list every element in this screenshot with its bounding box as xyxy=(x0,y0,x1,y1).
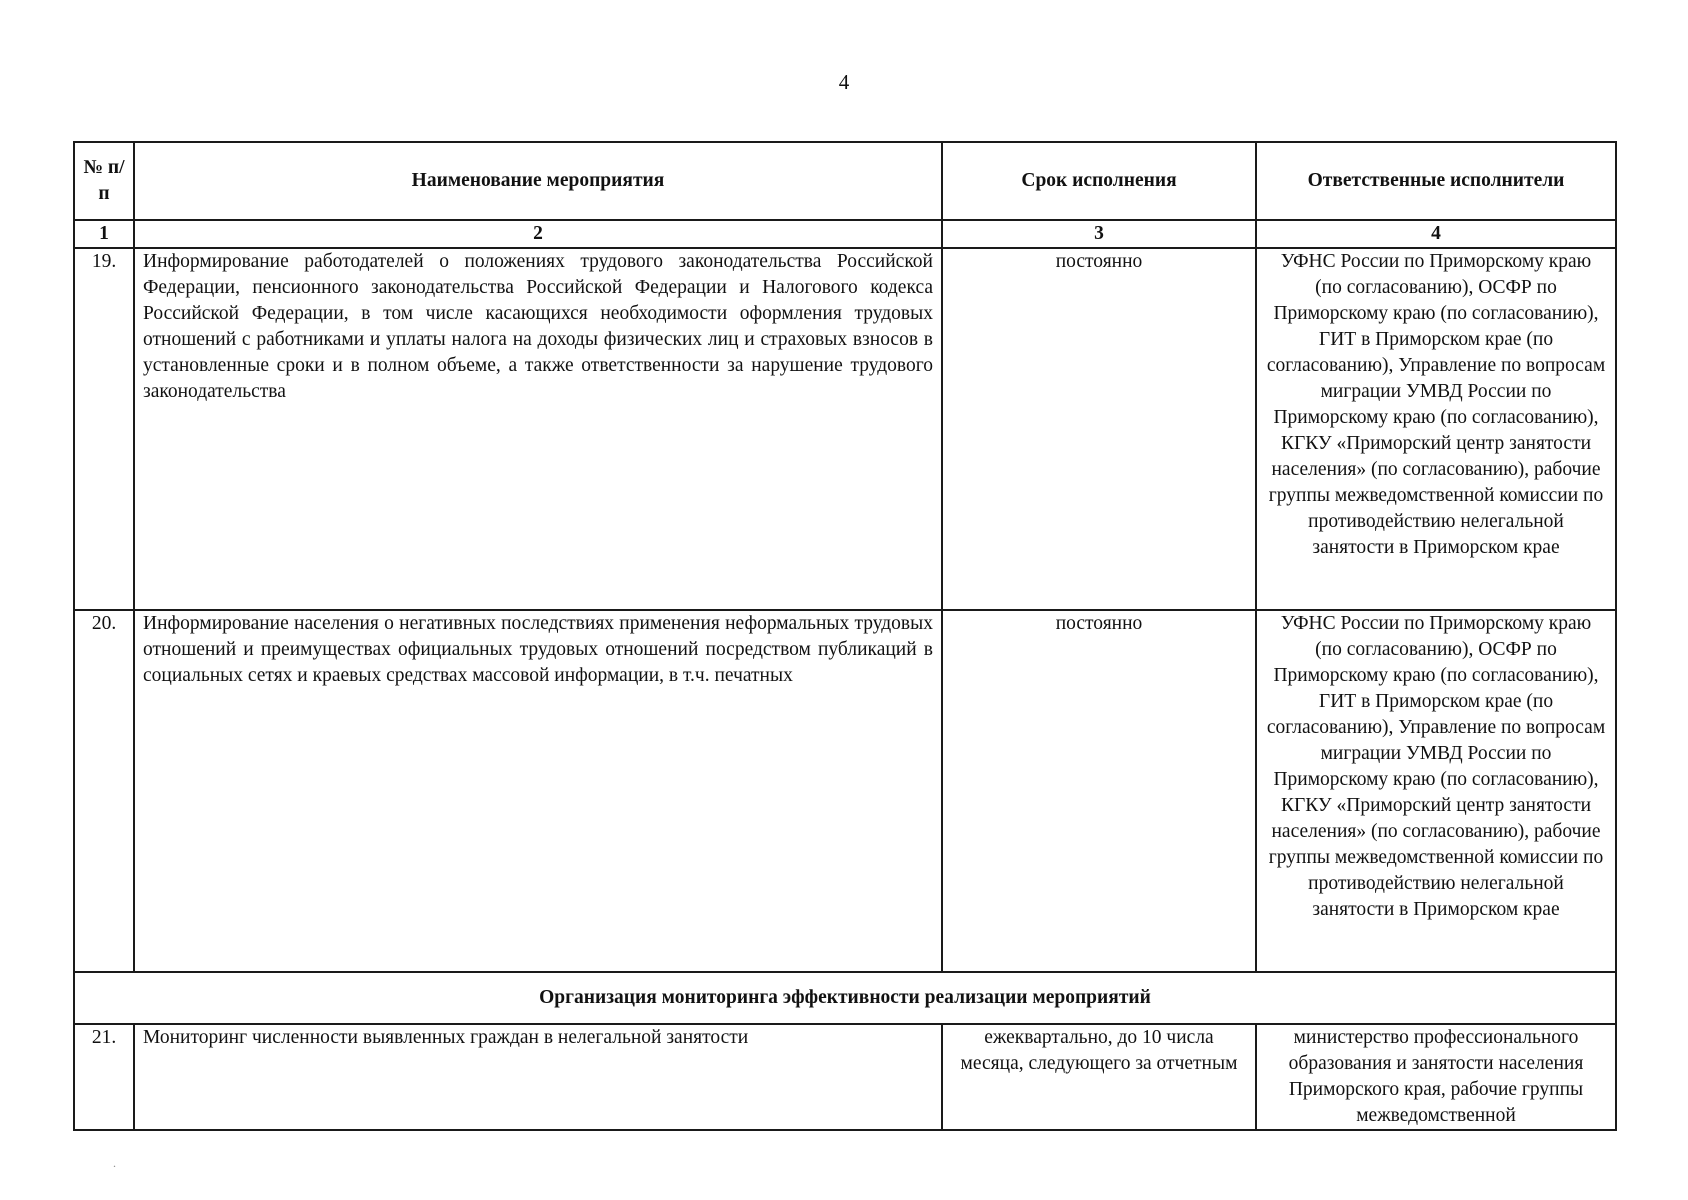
page-number: 4 xyxy=(838,70,850,94)
table-row xyxy=(74,248,1616,610)
row-number: 21. xyxy=(74,1024,134,1130)
column-number: 2 xyxy=(134,220,942,248)
measure-responsible: министерство профессионального образования и занятости населения Приморского края, рабочие группы межведомственной xyxy=(1256,1024,1616,1130)
measure-name: Мониторинг численности выявленных граждан в нелегальной занятости xyxy=(134,1024,942,1130)
header-term: Срок исполнения xyxy=(942,142,1256,220)
table-row xyxy=(74,610,1616,972)
measure-responsible: УФНС России по Приморскому краю (по согласованию), ОСФР по Приморскому краю (по согласованию), ГИТ в Приморском крае (по согласованию), Управление по вопросам миграции УМВД России по Приморскому краю (по согласованию), КГКУ «Приморский центр занятости населения» (по согласованию), рабочие группы межведомственной комиссии по противодействию нелегальной занятости в Приморском крае xyxy=(1256,610,1616,972)
table-header-row xyxy=(74,142,1616,220)
column-number: 3 xyxy=(942,220,1256,248)
measure-term: постоянно xyxy=(942,248,1256,610)
measure-responsible: УФНС России по Приморскому краю (по согласованию), ОСФР по Приморскому краю (по согласованию), ГИТ в Приморском крае (по согласованию), Управление по вопросам миграции УМВД России по Приморскому краю (по согласованию), КГКУ «Приморский центр занятости населения» (по согласованию), рабочие группы межведомственной комиссии по противодействию нелегальной занятости в Приморском крае xyxy=(1256,248,1616,610)
row-number: 19. xyxy=(74,248,134,610)
section-row xyxy=(74,972,1616,1024)
column-number: 4 xyxy=(1256,220,1616,248)
table-row xyxy=(74,1024,1616,1130)
column-number-row xyxy=(74,220,1616,248)
measure-term: постоянно xyxy=(942,610,1256,972)
section-title: Организация мониторинга эффективности реализации мероприятий xyxy=(74,972,1616,1024)
measure-term: ежеквартально, до 10 числа месяца, следующего за отчетным xyxy=(942,1024,1256,1130)
footer-mark: . xyxy=(113,1156,116,1170)
header-resp: Ответственные исполнители xyxy=(1256,142,1616,220)
row-number: 20. xyxy=(74,610,134,972)
header-name: Наименование мероприятия xyxy=(134,142,942,220)
column-number: 1 xyxy=(74,220,134,248)
measure-name: Информирование работодателей о положениях трудового законодательства Российской Федерации, пенсионного законодательства Российской Федерации и Налогового кодекса Российской Федерации, в том числе касающихся необходимости оформления трудовых отношений с работниками и уплаты налога на доходы физических лиц и страховых взносов в установленные сроки и в полном объеме, а также ответственности за нарушение трудового законодательства xyxy=(134,248,942,610)
header-no: № п/п xyxy=(74,142,134,220)
measure-name: Информирование населения о негативных последствиях применения неформальных трудовых отношений и преимуществах официальных трудовых отношений посредством публикаций в социальных сетях и краевых средствах массовой информации, в т.ч. печатных xyxy=(134,610,942,972)
measures-table xyxy=(73,141,1617,1131)
